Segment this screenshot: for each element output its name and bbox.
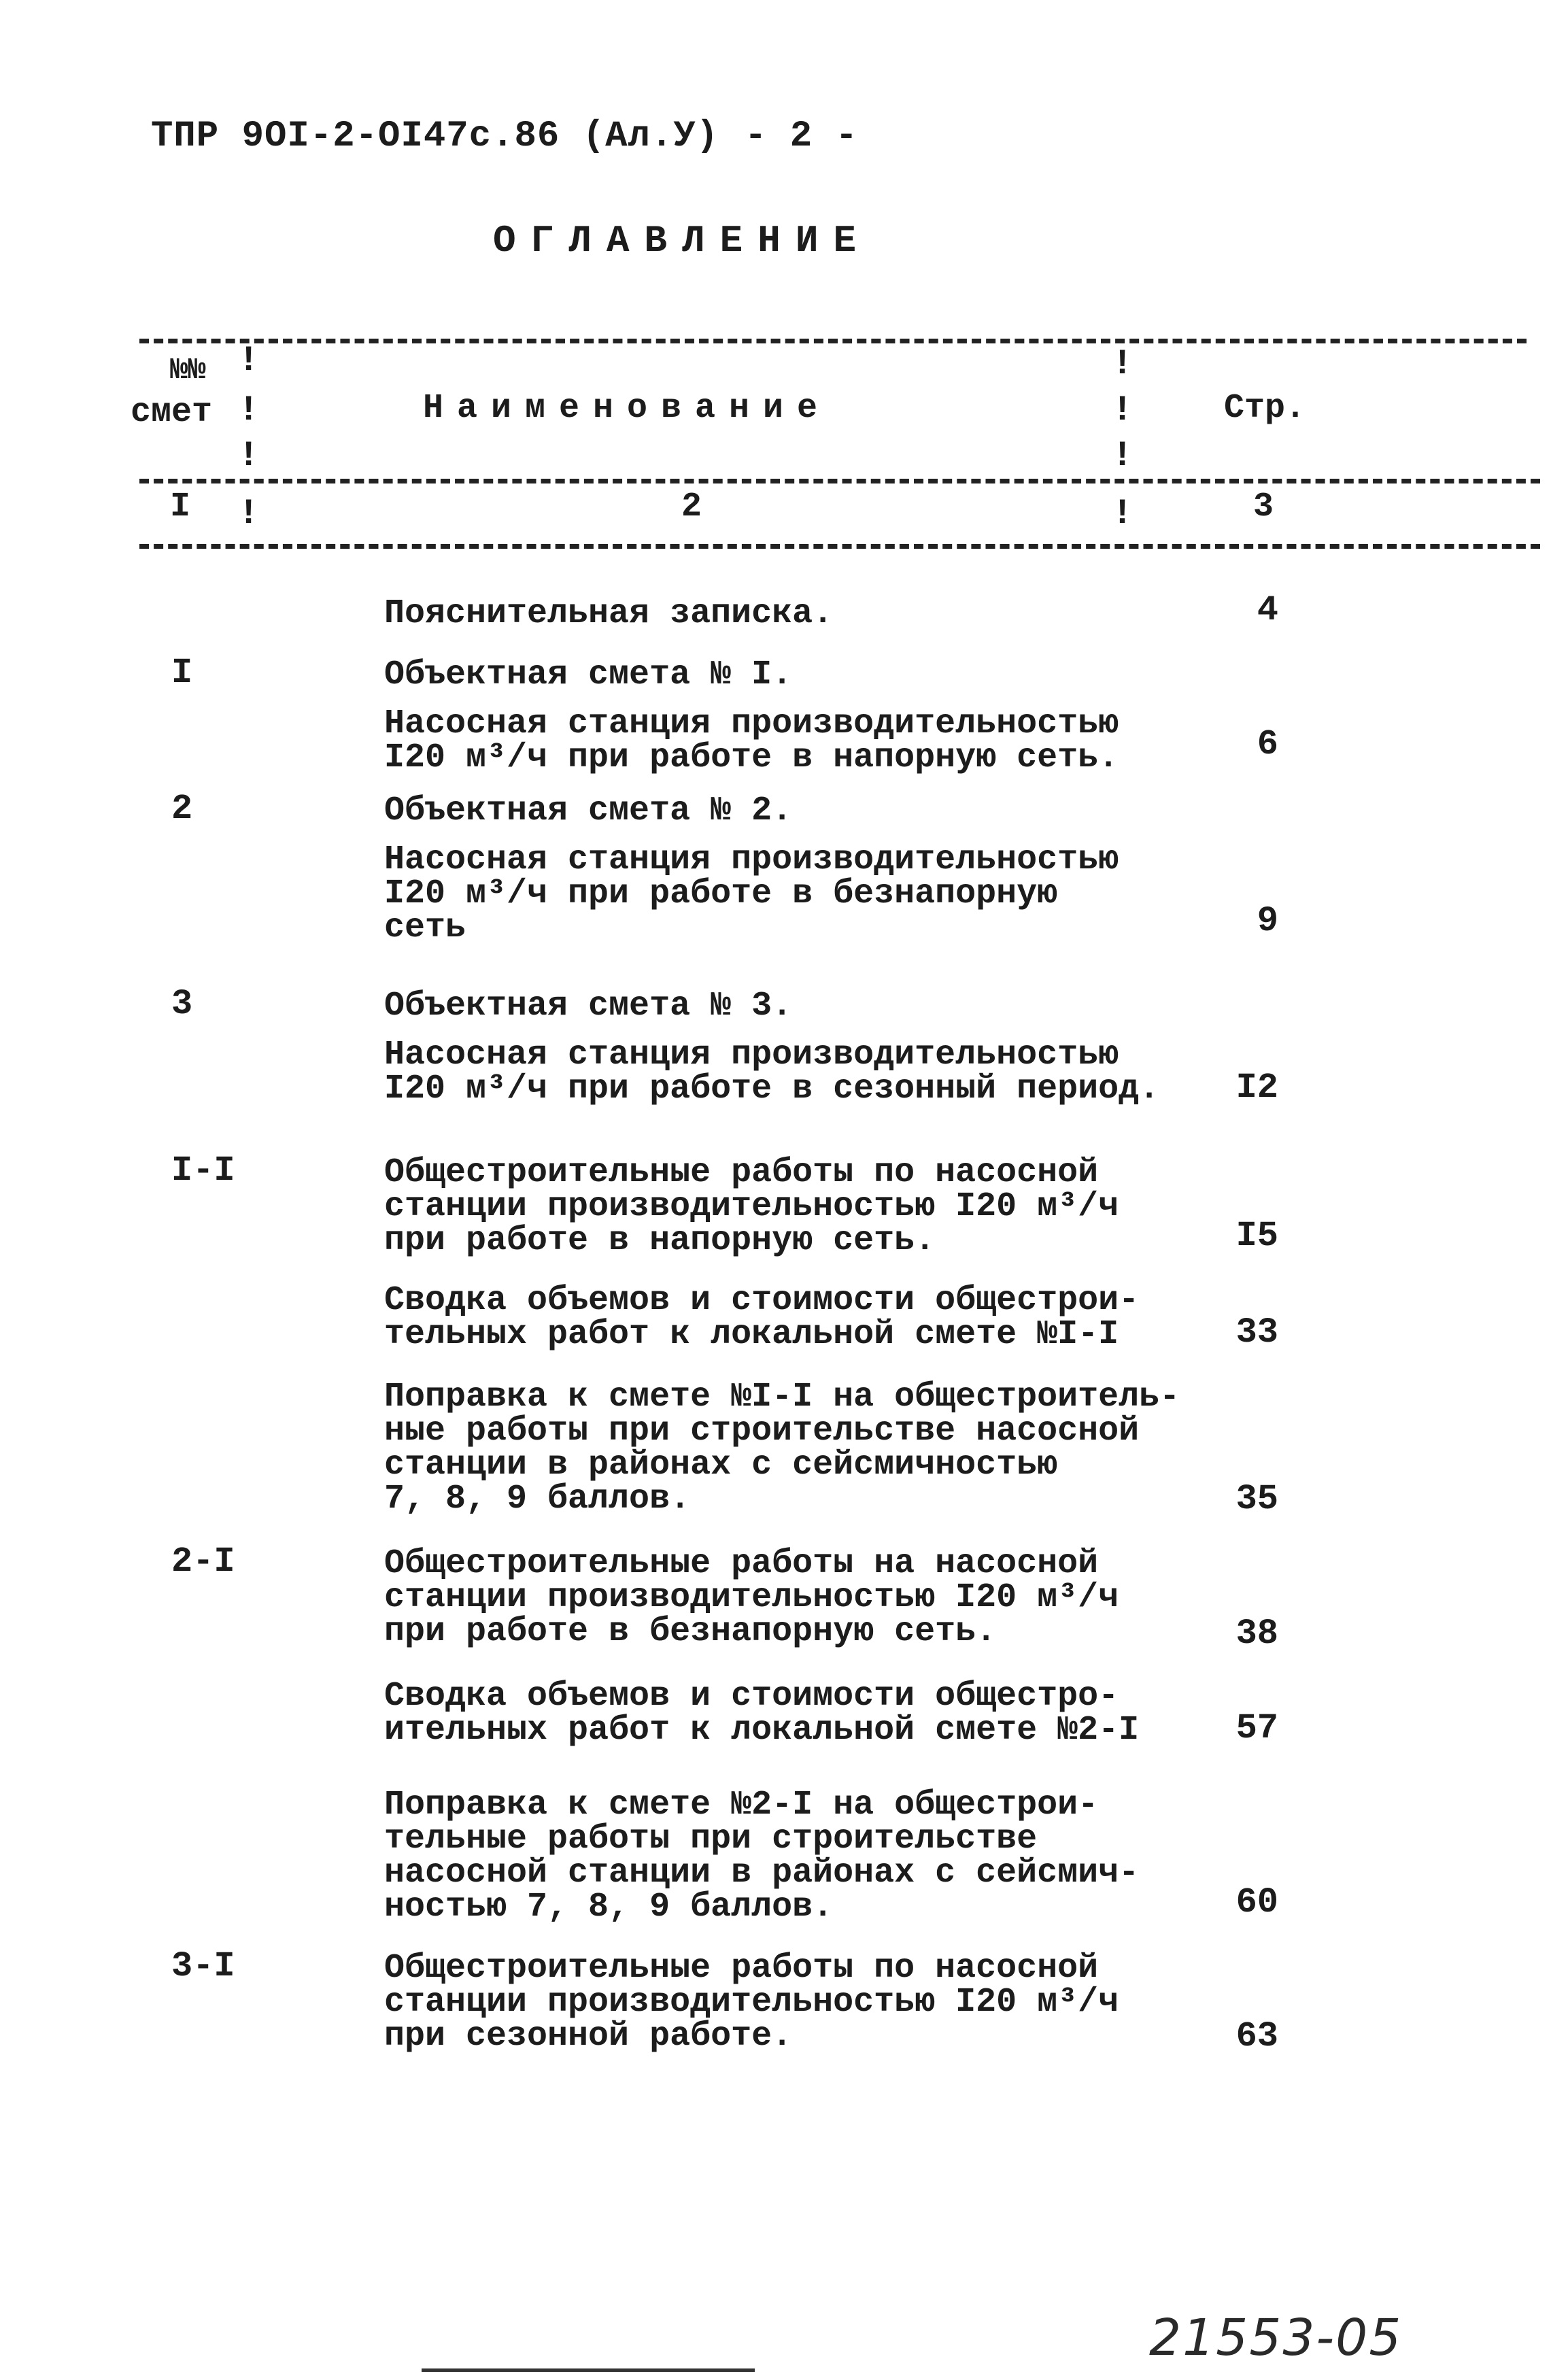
entry-title-line: насосной станции в районах с сейсмич- bbox=[384, 1854, 1140, 1892]
entry-page-number: 63 bbox=[1235, 2016, 1278, 2056]
column-header-name: Наименование bbox=[423, 389, 832, 428]
entry-title bbox=[384, 1788, 1261, 1924]
entry-title bbox=[384, 989, 1261, 1106]
header-top-rule bbox=[139, 339, 1527, 343]
entry-title-line: I20 м³/ч при работе в сезонный период. bbox=[384, 1070, 1160, 1108]
entry-title-line: ные работы при строительстве насосной bbox=[384, 1412, 1140, 1450]
entry-title-line: I20 м³/ч при работе в безнапорную bbox=[384, 874, 1058, 913]
entry-title-line: Сводка объемов и стоимости общестрои- bbox=[384, 1281, 1140, 1320]
column-separator: ! bbox=[238, 436, 260, 476]
entry-title-line: при работе в безнапорную сеть. bbox=[384, 1612, 997, 1651]
column-header-page: Стр. bbox=[1224, 389, 1306, 428]
entry-page-number: 57 bbox=[1235, 1708, 1278, 1748]
entry-page-number: 6 bbox=[1257, 724, 1278, 764]
entry-title-line: Насосная станция производительностью bbox=[384, 704, 1119, 743]
column-number-1: I bbox=[170, 488, 191, 526]
entry-title-line: Пояснительная записка. bbox=[384, 594, 834, 633]
entry-title-line: Поправка к смете №I-I на общестроитель- bbox=[384, 1378, 1180, 1416]
page-title: ОГЛАВЛЕНИЕ bbox=[493, 219, 872, 262]
entry-title-line: станции производительностью I20 м³/ч bbox=[384, 1187, 1119, 1226]
entry-title-line: сеть bbox=[384, 908, 466, 947]
entry-title-line: ностью 7, 8, 9 баллов. bbox=[384, 1888, 834, 1926]
column-separator: ! bbox=[1112, 390, 1134, 430]
column-separator: ! bbox=[1112, 436, 1134, 476]
column-number-2: 2 bbox=[681, 488, 702, 526]
entry-page-number: 38 bbox=[1235, 1614, 1278, 1654]
entry-title-line: Поправка к смете №2-I на общестрои- bbox=[384, 1786, 1099, 1824]
entry-title-line: станции производительностью I20 м³/ч bbox=[384, 1983, 1119, 2022]
entry-title-line: Объектная смета № 3. bbox=[384, 987, 793, 1025]
estimate-number: 3 bbox=[171, 984, 193, 1024]
entry-title bbox=[384, 1380, 1261, 1516]
entry-page-number: I2 bbox=[1235, 1068, 1278, 1108]
header-mid-rule bbox=[139, 479, 1540, 483]
entry-title-line: Объектная смета № 2. bbox=[384, 792, 793, 830]
entry-page-number: 35 bbox=[1235, 1479, 1278, 1519]
document-code: ТПР 9OI-2-OI47с.86 (Ал.У) bbox=[151, 116, 719, 157]
estimate-number: I-I bbox=[171, 1151, 235, 1191]
estimate-number: 2 bbox=[171, 789, 193, 829]
entry-title bbox=[384, 1544, 1261, 1651]
column-header-number-line1: №№ bbox=[170, 354, 206, 388]
entry-title-line: Общестроительные работы по насосной bbox=[384, 1949, 1099, 1988]
entry-page-number: 60 bbox=[1235, 1882, 1278, 1922]
archive-number-stamp: 21553-05 bbox=[1149, 2309, 1403, 2367]
column-separator: ! bbox=[238, 494, 260, 534]
entry-title bbox=[384, 658, 1261, 775]
entry-title-line: Сводка объемов и стоимости общестро- bbox=[384, 1677, 1119, 1716]
page-number: - 2 - bbox=[745, 116, 859, 157]
entry-title-line: станции производительностью I20 м³/ч bbox=[384, 1578, 1119, 1617]
entry-title-line: ительных работ к локальной смете №2-I bbox=[384, 1711, 1140, 1750]
entry-title-line: тельные работы при строительстве bbox=[384, 1820, 1038, 1858]
entry-title bbox=[384, 1677, 1261, 1750]
entry-title bbox=[384, 794, 1261, 945]
entry-title-line: при работе в напорную сеть. bbox=[384, 1221, 936, 1260]
entry-title-line: Общестроительные работы на насосной bbox=[384, 1544, 1099, 1583]
entry-title-line: I20 м³/ч при работе в напорную сеть. bbox=[384, 738, 1119, 777]
entry-page-number: I5 bbox=[1235, 1216, 1278, 1256]
entry-title bbox=[384, 1949, 1261, 2056]
header-bottom-rule bbox=[139, 544, 1540, 549]
column-separator: ! bbox=[238, 341, 260, 381]
column-separator: ! bbox=[238, 390, 260, 430]
entry-title-line: станции в районах с сейсмичностью bbox=[384, 1446, 1058, 1484]
column-header-number-line2: смет bbox=[131, 393, 213, 432]
estimate-number: 3-I bbox=[171, 1946, 235, 1986]
entry-title-line: Насосная станция производительностью bbox=[384, 1036, 1119, 1074]
entry-title bbox=[384, 1153, 1261, 1260]
column-number-3: 3 bbox=[1253, 488, 1274, 526]
entry-title-line: Насосная станция производительностью bbox=[384, 840, 1119, 879]
entry-page-number: 33 bbox=[1235, 1312, 1278, 1353]
estimate-number: I bbox=[171, 653, 193, 693]
entry-page-number: 4 bbox=[1257, 590, 1278, 630]
entry-title bbox=[384, 1281, 1261, 1354]
column-separator: ! bbox=[1112, 344, 1134, 384]
column-separator: ! bbox=[1112, 494, 1134, 534]
entry-title-line: тельных работ к локальной смете №I-I bbox=[384, 1315, 1119, 1354]
estimate-number: 2-I bbox=[171, 1542, 235, 1582]
entry-title-line: 7, 8, 9 баллов. bbox=[384, 1480, 691, 1518]
entry-title bbox=[384, 594, 1261, 633]
entry-title-line: при сезонной работе. bbox=[384, 2017, 793, 2056]
entry-title-line: Объектная смета № I. bbox=[384, 656, 793, 694]
entry-title-line: Общестроительные работы по насосной bbox=[384, 1153, 1099, 1192]
stamp-underline bbox=[422, 2368, 755, 2372]
entry-page-number: 9 bbox=[1257, 901, 1278, 941]
